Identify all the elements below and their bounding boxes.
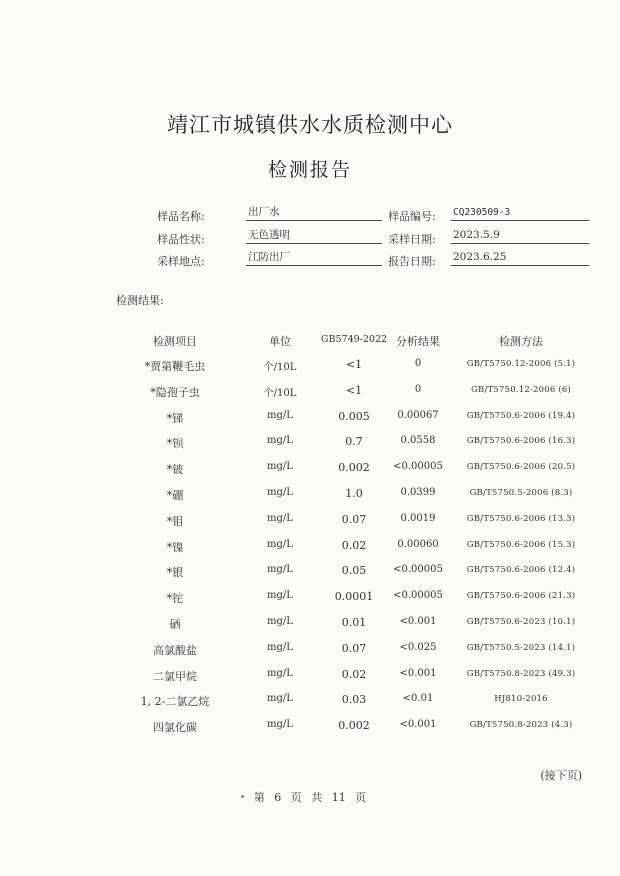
cell-item-name: *铍 <box>166 463 184 477</box>
cell-analysis-result: <0.01 <box>402 693 434 705</box>
cell-analysis-result: <0.00005 <box>393 564 443 576</box>
sampling-location-value: 江防出厂 <box>246 250 382 266</box>
results-section-label: 检测结果: <box>116 294 164 307</box>
cell-item-name: *钡 <box>166 437 184 451</box>
cell-unit: mg/L <box>267 487 293 498</box>
cell-test-method: GB/T5750.8-2023 (49.3) <box>466 668 576 679</box>
report-date-label: 报告日期: <box>388 255 436 268</box>
cell-standard-limit: 0.002 <box>338 461 370 475</box>
cell-standard-limit: 0.05 <box>341 564 367 578</box>
cell-standard-limit: 0.02 <box>341 538 367 552</box>
cell-analysis-result: 0 <box>414 358 422 369</box>
cell-unit: mg/L <box>267 719 293 731</box>
cell-standard-limit: 0.02 <box>341 667 367 681</box>
cell-unit: mg/L <box>267 435 293 447</box>
cell-analysis-result: 0.00067 <box>397 409 439 421</box>
organization-title: 靖江市城镇供水水质检测中心 <box>167 113 453 137</box>
cell-item-name: 硒 <box>169 618 181 631</box>
cell-standard-limit: 0.03 <box>341 693 367 707</box>
cell-analysis-result: <0.001 <box>399 719 437 731</box>
column-header-standard: GB5749-2022 <box>320 334 388 345</box>
cell-unit: mg/L <box>267 538 293 550</box>
column-header-unit: 单位 <box>269 335 291 348</box>
cell-standard-limit: 0.005 <box>338 409 370 423</box>
cell-unit: mg/L <box>267 512 293 524</box>
cell-unit: 个/10L <box>263 387 297 399</box>
cell-standard-limit: 0.07 <box>341 641 367 655</box>
cell-item-name: *银 <box>166 566 184 580</box>
cell-standard-limit: 0.01 <box>341 616 367 629</box>
sample-name-label: 样品名称: <box>157 210 205 223</box>
cell-test-method: GB/T5750.5-2006 (8.3) <box>469 488 573 498</box>
cell-standard-limit: 0.0001 <box>334 590 374 604</box>
cell-item-name: *钼 <box>166 514 184 528</box>
cell-test-method: GB/T5750.6-2006 (21.3) <box>466 591 576 602</box>
cell-unit: mg/L <box>267 667 293 679</box>
cell-item-name: *铊 <box>166 592 184 606</box>
cell-analysis-result: 0.00060 <box>397 538 439 550</box>
sample-nature-label: 样品性状: <box>157 233 205 246</box>
continued-note: (接下页) <box>540 769 582 782</box>
cell-test-method: HJ810-2016 <box>494 694 548 705</box>
cell-test-method: GB/T5750.6-2006 (19.4) <box>466 410 576 421</box>
cell-test-method: GB/T5750.6-2006 (12.4) <box>466 565 576 576</box>
report-title: 检测报告 <box>267 159 352 181</box>
page-number: 第 6 页 共 11 页 <box>253 791 367 804</box>
sample-name-value: 出厂水 <box>246 205 382 221</box>
cell-test-method: GB/T5750.8-2023 (4.3) <box>469 720 573 731</box>
cell-test-method: GB/T5750.6-2006 (13.3) <box>466 513 576 524</box>
sample-number-label: 样品编号: <box>388 210 436 223</box>
cell-item-name: 四氯化碳 <box>153 721 197 735</box>
cell-unit: 个/10L <box>263 362 297 373</box>
cell-standard-limit: 0.07 <box>341 512 367 526</box>
cell-unit: mg/L <box>267 461 293 473</box>
cell-analysis-result: <0.001 <box>399 616 437 627</box>
cell-analysis-result: 0.0399 <box>400 487 436 498</box>
cell-analysis-result: <0.00005 <box>393 590 443 602</box>
cell-item-name: *锑 <box>166 411 184 425</box>
column-header-method: 检测方法 <box>499 335 543 348</box>
cell-standard-limit: <1 <box>345 383 363 397</box>
cell-analysis-result: <0.025 <box>399 641 437 653</box>
cell-analysis-result: 0.0019 <box>400 512 436 524</box>
sampling-date-value: 2023.5.9 <box>451 228 589 244</box>
cell-analysis-result: 0.0558 <box>400 435 436 447</box>
cell-item-name: *隐孢子虫 <box>150 385 200 399</box>
cell-test-method: GB/T5750.6-2006 (16.3) <box>466 436 576 447</box>
cell-test-method: GB/T5750.12-2006 (5.1) <box>466 359 576 369</box>
cell-item-name: *镍 <box>166 540 184 554</box>
cell-item-name: *贾第鞭毛虫 <box>144 360 206 373</box>
cell-standard-limit: 1.0 <box>345 487 363 500</box>
cell-unit: mg/L <box>267 564 293 576</box>
cell-test-method: GB/T5750.12-2006 (6) <box>471 384 571 395</box>
sampling-date-label: 采样日期: <box>388 233 436 246</box>
cell-test-method: GB/T5750.5-2023 (14.1) <box>466 642 576 653</box>
cell-analysis-result: <0.001 <box>399 667 437 679</box>
cell-item-name: 高氯酸盐 <box>153 643 197 657</box>
cell-unit: mg/L <box>267 693 293 705</box>
column-header-item: 检测项目 <box>153 335 197 348</box>
cell-standard-limit: 0.7 <box>345 435 363 449</box>
cell-item-name: 二氯甲烷 <box>153 669 197 683</box>
cell-analysis-result: <0.00005 <box>393 461 443 473</box>
sample-nature-value: 无色透明 <box>246 228 382 244</box>
cell-test-method: GB/T5750.6-2006 (15.3) <box>466 539 576 550</box>
cell-standard-limit: 0.002 <box>338 719 370 733</box>
sample-number-value: CQ230509-3 <box>451 205 589 221</box>
cell-item-name: 1, 2-二氯乙烷 <box>140 695 210 709</box>
report-date-value: 2023.6.25 <box>451 250 589 266</box>
cell-test-method: GB/T5750.6-2023 (10.1) <box>466 617 576 627</box>
cell-test-method: GB/T5750.6-2006 (20.5) <box>466 462 576 473</box>
cell-analysis-result: 0 <box>414 383 422 395</box>
cell-unit: mg/L <box>267 590 293 602</box>
cell-unit: mg/L <box>267 641 293 653</box>
sampling-location-label: 采样地点: <box>157 255 205 268</box>
cell-unit: mg/L <box>267 616 293 627</box>
cell-unit: mg/L <box>267 409 293 421</box>
cell-item-name: *硼 <box>166 489 184 502</box>
column-header-result: 分析结果 <box>396 335 440 348</box>
cell-standard-limit: <1 <box>345 358 363 371</box>
